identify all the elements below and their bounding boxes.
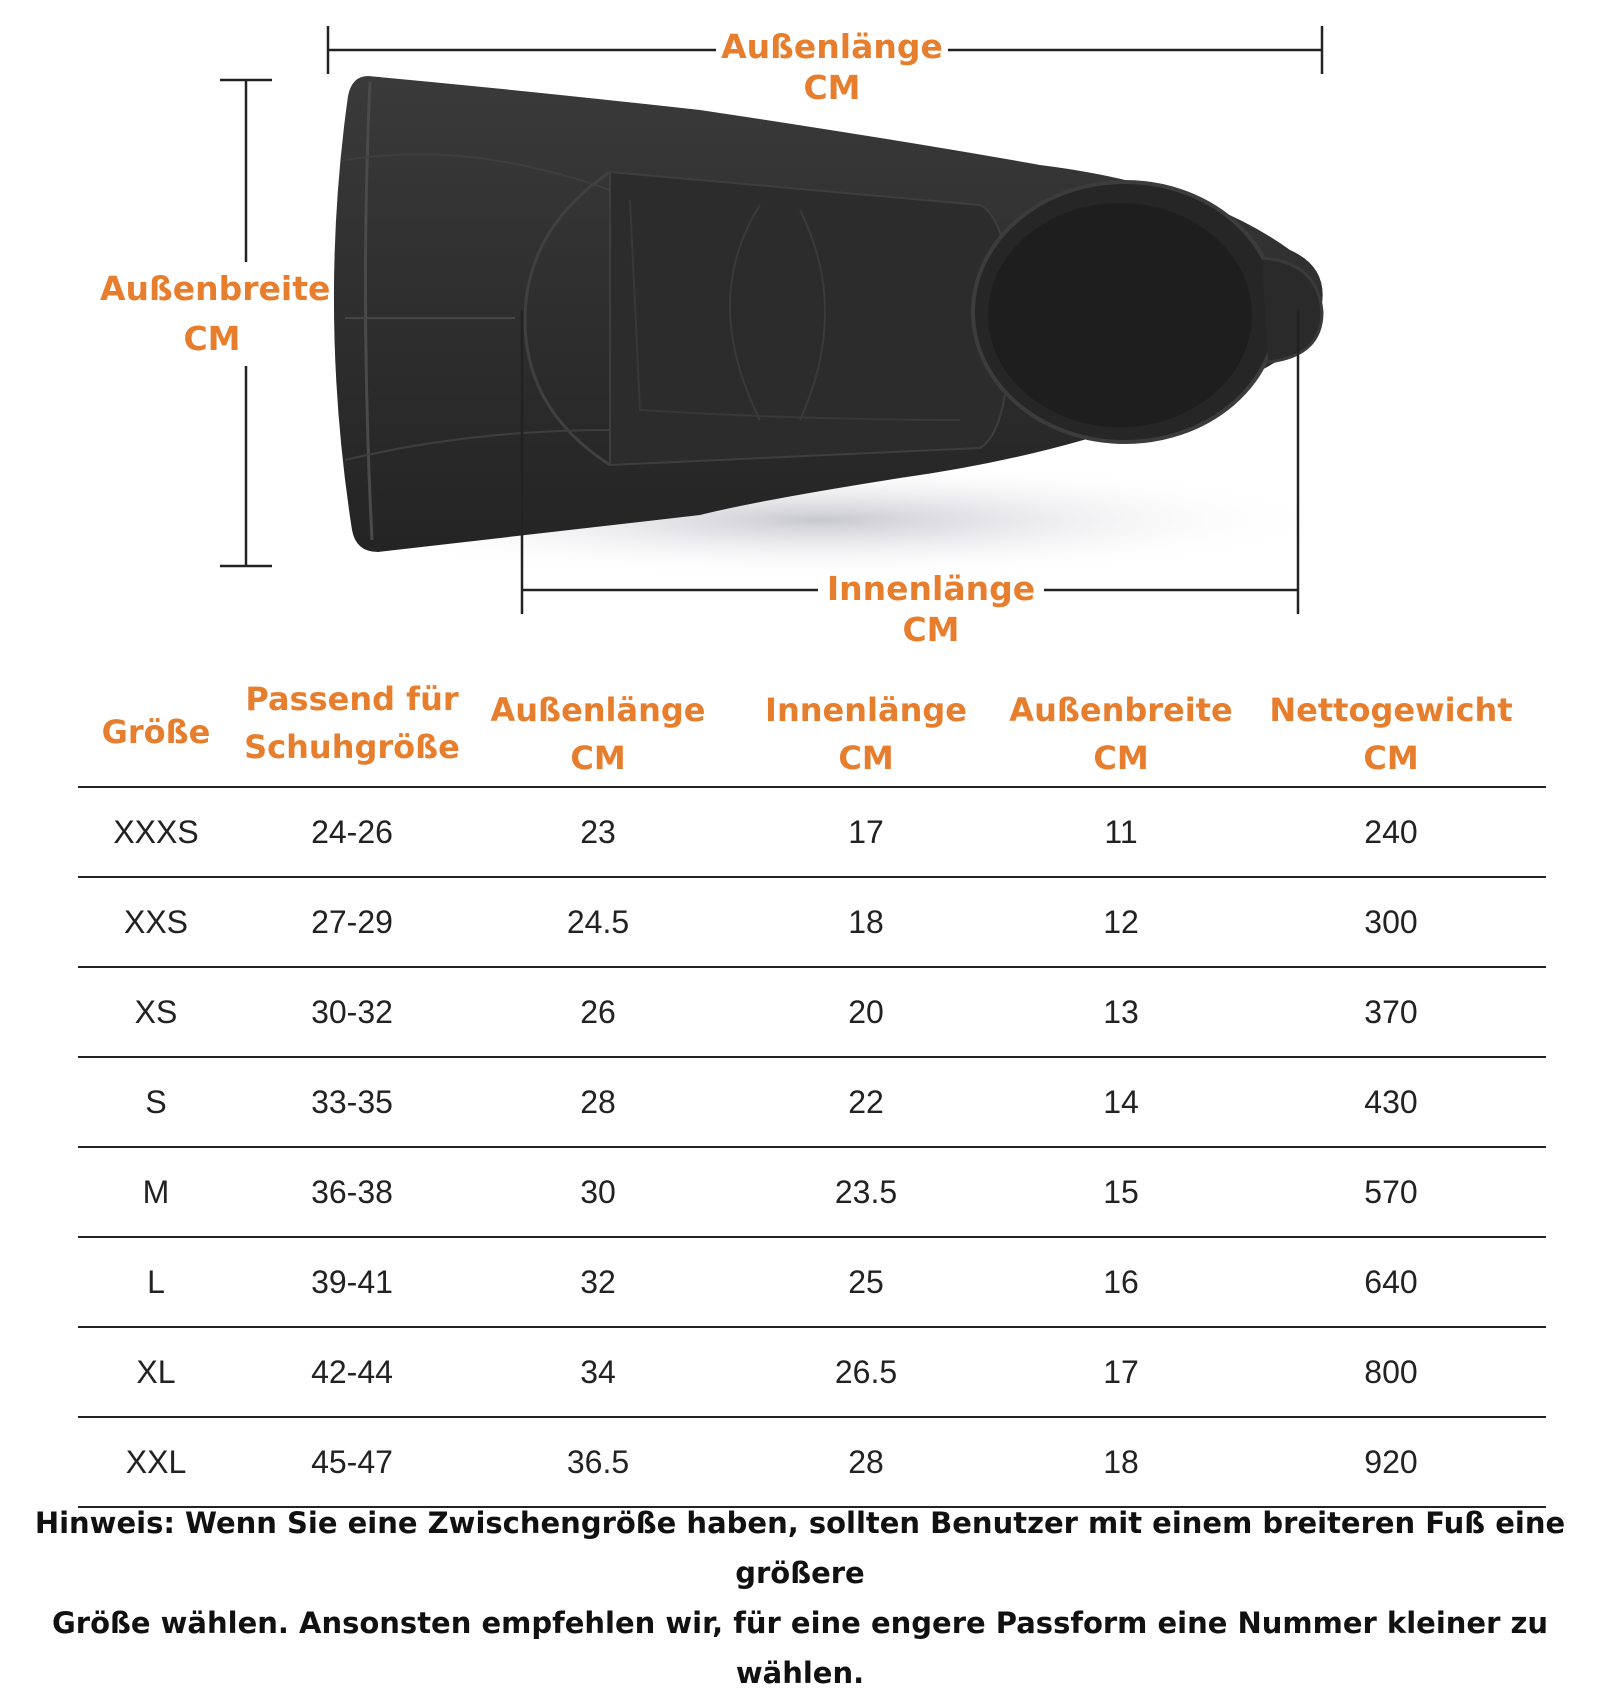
- header-size: [78, 664, 234, 787]
- cell-size: M: [78, 1147, 234, 1237]
- cell-outer-length: 23: [470, 787, 726, 877]
- cell-net-weight: 300: [1236, 877, 1546, 967]
- outer-length-label: [716, 26, 948, 108]
- cell-shoe-size: 30-32: [234, 967, 470, 1057]
- table-row: [78, 967, 1546, 1057]
- cell-inner-length: 17: [726, 787, 1006, 877]
- cell-inner-length: 23.5: [726, 1147, 1006, 1237]
- header-size-text: Größe: [101, 713, 211, 751]
- cell-size: XS: [78, 967, 234, 1057]
- size-note-line1: Hinweis: Wenn Sie eine Zwischengröße haben, sollten Benutzer mit einem breiteren Fuß eine größere: [34, 1506, 1566, 1590]
- cell-outer-length: 26: [470, 967, 726, 1057]
- cell-outer-length: 28: [470, 1057, 726, 1147]
- cell-outer-length: 24.5: [470, 877, 726, 967]
- outer-length-label-line1: Außenlänge: [721, 27, 943, 66]
- cell-size: XXL: [78, 1417, 234, 1507]
- outer-length-label-unit: CM: [803, 68, 861, 107]
- header-outer-width-unit: CM: [1093, 739, 1149, 777]
- inner-length-label-unit: CM: [902, 610, 960, 649]
- outer-width-label-line1: Außenbreite: [100, 269, 331, 308]
- cell-outer-length: 34: [470, 1327, 726, 1417]
- table-row: [78, 1057, 1546, 1147]
- cell-net-weight: 920: [1236, 1417, 1546, 1507]
- cell-outer-width: 17: [1006, 1327, 1236, 1417]
- cell-size: S: [78, 1057, 234, 1147]
- table-row: [78, 1417, 1546, 1507]
- cell-shoe-size: 27-29: [234, 877, 470, 967]
- cell-net-weight: 570: [1236, 1147, 1546, 1237]
- cell-shoe-size: 42-44: [234, 1327, 470, 1417]
- cell-outer-width: 15: [1006, 1147, 1236, 1237]
- size-note: [20, 1498, 1580, 1698]
- header-net-weight-line1: Nettogewicht: [1269, 691, 1513, 729]
- cell-outer-length: 32: [470, 1237, 726, 1327]
- cell-outer-width: 16: [1006, 1237, 1236, 1327]
- header-net-weight: [1236, 664, 1546, 787]
- cell-outer-width: 11: [1006, 787, 1236, 877]
- inner-length-label: [818, 568, 1044, 650]
- size-table: [78, 664, 1546, 1508]
- cell-shoe-size: 24-26: [234, 787, 470, 877]
- header-outer-width: [1006, 664, 1236, 787]
- header-shoe-size: [234, 664, 470, 787]
- cell-net-weight: 430: [1236, 1057, 1546, 1147]
- header-inner-length-unit: CM: [838, 739, 894, 777]
- cell-size: L: [78, 1237, 234, 1327]
- cell-net-weight: 640: [1236, 1237, 1546, 1327]
- cell-shoe-size: 45-47: [234, 1417, 470, 1507]
- table-row: [78, 787, 1546, 877]
- cell-outer-width: 13: [1006, 967, 1236, 1057]
- cell-inner-length: 26.5: [726, 1327, 1006, 1417]
- cell-shoe-size: 36-38: [234, 1147, 470, 1237]
- outer-width-label-unit: CM: [183, 319, 241, 358]
- cell-size: XXS: [78, 877, 234, 967]
- table-row: [78, 1147, 1546, 1237]
- table-header-row: [78, 664, 1546, 787]
- cell-outer-length: 36.5: [470, 1417, 726, 1507]
- cell-inner-length: 22: [726, 1057, 1006, 1147]
- table-row: [78, 1327, 1546, 1417]
- cell-outer-width: 18: [1006, 1417, 1236, 1507]
- header-shoe-size-line1: Passend für: [245, 680, 459, 718]
- header-inner-length-line1: Innenlänge: [765, 691, 967, 729]
- cell-inner-length: 25: [726, 1237, 1006, 1327]
- cell-net-weight: 370: [1236, 967, 1546, 1057]
- cell-outer-width: 14: [1006, 1057, 1236, 1147]
- table-row: [78, 877, 1546, 967]
- cell-net-weight: 800: [1236, 1327, 1546, 1417]
- cell-size: XL: [78, 1327, 234, 1417]
- cell-inner-length: 18: [726, 877, 1006, 967]
- size-note-line2: Größe wählen. Ansonsten empfehlen wir, für eine engere Passform eine Nummer kleiner zu wählen.: [51, 1606, 1548, 1690]
- table-row: [78, 1237, 1546, 1327]
- header-outer-length: [470, 664, 726, 787]
- cell-inner-length: 20: [726, 967, 1006, 1057]
- cell-outer-width: 12: [1006, 877, 1236, 967]
- header-outer-length-unit: CM: [570, 739, 626, 777]
- header-outer-length-line1: Außenlänge: [490, 691, 706, 729]
- outer-width-label: [100, 264, 331, 364]
- header-outer-width-line1: Außenbreite: [1009, 691, 1233, 729]
- cell-inner-length: 28: [726, 1417, 1006, 1507]
- cell-outer-length: 30: [470, 1147, 726, 1237]
- cell-shoe-size: 39-41: [234, 1237, 470, 1327]
- cell-shoe-size: 33-35: [234, 1057, 470, 1147]
- header-inner-length: [726, 664, 1006, 787]
- header-shoe-size-line2: Schuhgröße: [244, 728, 460, 766]
- header-net-weight-unit: CM: [1363, 739, 1419, 777]
- cell-net-weight: 240: [1236, 787, 1546, 877]
- inner-length-label-line1: Innenlänge: [826, 569, 1036, 608]
- cell-size: XXXS: [78, 787, 234, 877]
